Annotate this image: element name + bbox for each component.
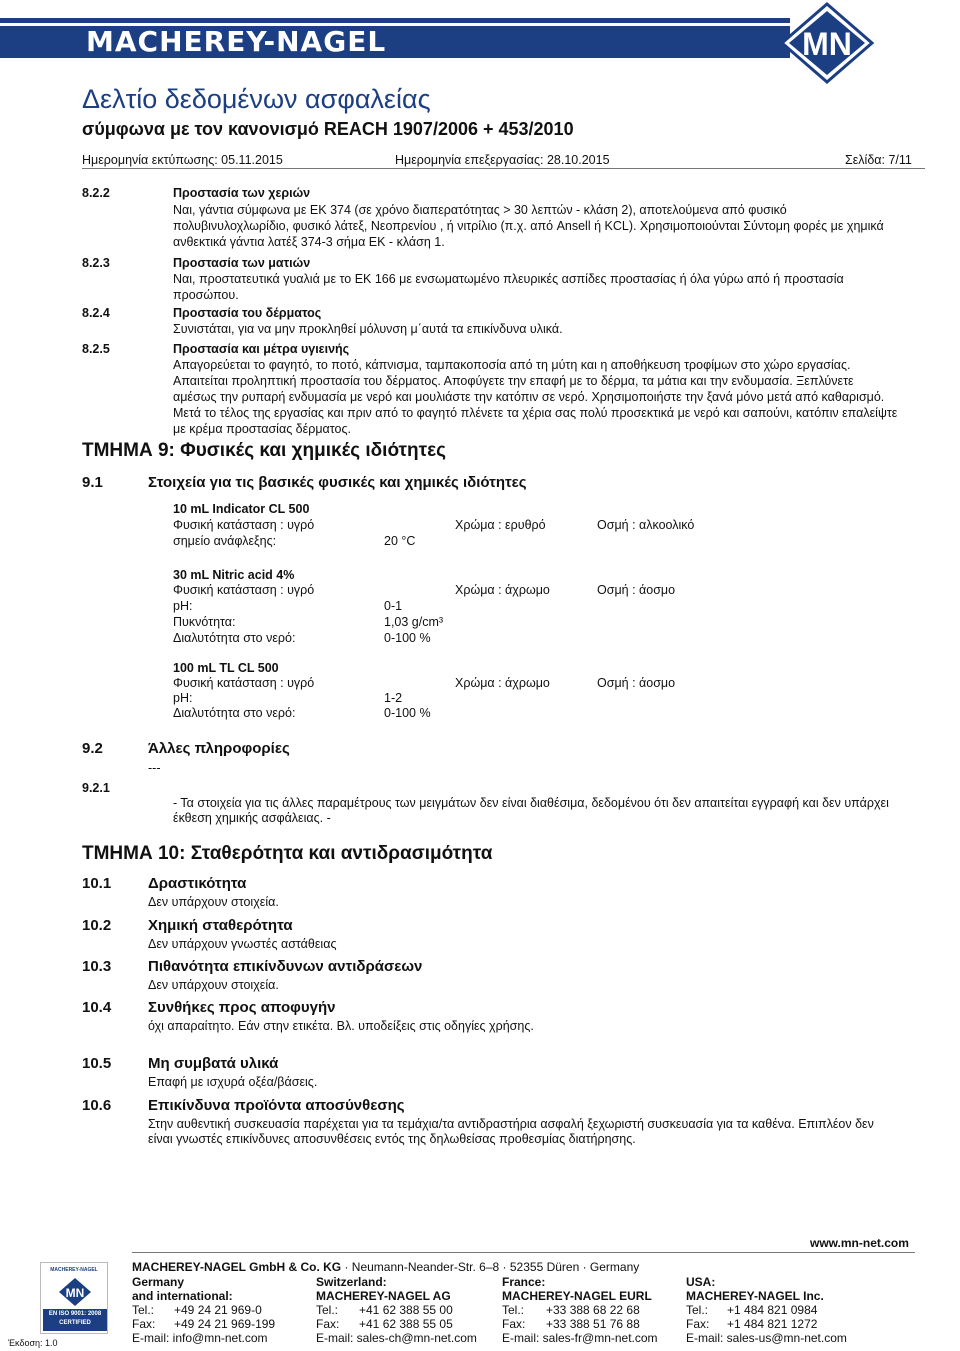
footer-tel: +1 484 821 0984	[727, 1303, 818, 1317]
iso-certificate-badge	[40, 1262, 108, 1334]
footer-fax: +41 62 388 55 05	[359, 1317, 453, 1331]
footer-tel: +49 24 21 969-0	[174, 1303, 262, 1317]
footer-tel-label: Tel.:	[686, 1303, 709, 1317]
section-number: 8.2.5	[82, 342, 110, 356]
subsection-number: 10.4	[82, 999, 112, 1016]
property-value: 1,03 g/cm³	[384, 615, 444, 629]
property-value: 0-1	[384, 599, 403, 613]
odor-value: Οσμή : άοσμο	[597, 583, 676, 597]
footer-tel-label: Tel.:	[502, 1303, 525, 1317]
company-line	[132, 1260, 639, 1274]
product-name: 100 mL TL CL 500	[173, 661, 279, 675]
paragraph-line: ανθεκτικά γάντια λατέξ 374-3 σήμα ΕΚ - κλάση 1.	[173, 235, 445, 249]
subsection-title: Άλλες πληροφορίες	[148, 740, 290, 757]
paragraph-line: έκθεση χημικής ασφάλειας. -	[173, 811, 331, 825]
property-label: σημείο ανάφλεξης:	[173, 534, 277, 548]
print-date: Ημερομηνία εκτύπωσης: 05.11.2015	[82, 153, 283, 167]
footer-fax-label: Fax:	[132, 1317, 156, 1331]
paragraph-line: Συνιστάται, για να μην προκληθεί μόλυνση μ΄αυτά τα επικίνδυνα υλικά.	[173, 322, 563, 336]
footer-email[interactable]: E-mail: sales-us@mn-net.com	[686, 1331, 847, 1345]
section-heading: Προστασία των ματιών	[173, 256, 311, 270]
mn-logo-small-icon	[58, 1277, 92, 1307]
paragraph-line: Απαιτείται προληπτική προστασία του δέρματος. Αποφύγετε την επαφή με το δέρμα, τα μάτια και την ενδυμασία. Ξεπλύνετε	[173, 374, 854, 388]
section-heading: Προστασία και μέτρα υγιεινής	[173, 342, 350, 356]
svg-text:MN: MN	[65, 1286, 85, 1300]
cert-standard: EN ISO 9001: 2008	[48, 1311, 102, 1317]
company-name: MACHEREY-NAGEL GmbH & Co. KG	[132, 1260, 342, 1274]
footer-col-heading: MACHEREY-NAGEL Inc.	[686, 1289, 824, 1303]
edit-date: Ημερομηνία επεξεργασίας: 28.10.2015	[395, 153, 610, 167]
section-number: 8.2.2	[82, 186, 110, 200]
footer-col-heading: and international:	[132, 1289, 233, 1303]
cert-status: CERTIFIED	[59, 1320, 91, 1326]
physical-state: Φυσική κατάσταση : υγρό	[173, 583, 315, 597]
subsection-number: 10.3	[82, 958, 112, 975]
page-number: Σελίδα: 7/11	[845, 153, 912, 167]
section-heading: Προστασία των χεριών	[173, 186, 311, 200]
footer-col-heading: MACHEREY-NAGEL EURL	[502, 1289, 652, 1303]
paragraph-line: αμέσως την ρυπαρή ενδυμασία με νερό και μουλιάστε την κατόπιν σε νερό. Χρησιμοποιήστε την ξανά μόνο μετά από καθαρισμό.	[173, 390, 885, 404]
paragraph-line: είναι γνωστές επικίνδυνες αποσυνθέσεις εντός της δηλωθείσας προθεσμίας διατήρησης.	[148, 1132, 636, 1146]
logo-text: MN	[802, 26, 852, 62]
header-divider	[82, 168, 925, 169]
footer-col-heading: Switzerland:	[316, 1275, 387, 1289]
footer-fax: +49 24 21 969-199	[174, 1317, 276, 1331]
footer-tel-label: Tel.:	[316, 1303, 339, 1317]
paragraph-line: πολυβινυλοχλωρίδιο, φυσικό λάτεξ, Νεοπρενίου , ή νιτρίλιο (π.χ. από Ansell ή KCL). Χρησιμοποιούνται Σύντομη φορές με χημικά	[173, 219, 884, 233]
paragraph-line: Ναι, γάντια σύμφωνα με ΕΚ 374 (σε χρόνο διαπερατότητας > 30 λεπτών - κλάση 2), αποτελούμενα από φυσικό	[173, 203, 787, 217]
product-name: 30 mL Nitric acid 4%	[173, 568, 295, 582]
paragraph-line: προσώπου.	[173, 288, 239, 302]
document-version: Έκδοση: 1.0	[8, 1338, 58, 1348]
footer-fax-label: Fax:	[316, 1317, 340, 1331]
footer-email[interactable]: E-mail: sales-fr@mn-net.com	[502, 1331, 658, 1345]
subsection-title: Επικίνδυνα προϊόντα αποσύνθεσης	[148, 1097, 405, 1114]
property-label: Πυκνότητα:	[173, 615, 236, 629]
property-value: 1-2	[384, 691, 403, 705]
footer-col-heading: Germany	[132, 1275, 185, 1289]
property-value: 20 °C	[384, 534, 416, 548]
subsection-title: Χημική σταθερότητα	[148, 917, 293, 934]
footer-email[interactable]: E-mail: info@mn-net.com	[132, 1331, 268, 1345]
subsection-title: Πιθανότητα επικίνδυνων αντιδράσεων	[148, 958, 423, 975]
footer-email[interactable]: E-mail: sales-ch@mn-net.com	[316, 1331, 477, 1345]
subsection-number: 10.5	[82, 1055, 112, 1072]
property-value: 0-100 %	[384, 706, 431, 720]
footer-url[interactable]: www.mn-net.com	[810, 1236, 909, 1250]
paragraph-line: - Τα στοιχεία για τις άλλες παραμέτρους των μειγμάτων δεν είναι διαθέσιμα, δεδομένου ότι δεν απαιτείται εγγραφή και δεν υπάρχει	[173, 796, 889, 810]
document-title: Δελτίο δεδομένων ασφαλείας	[82, 84, 431, 114]
section-number: 8.2.4	[82, 306, 110, 320]
subsection-number: 9.2	[82, 740, 103, 757]
color-value: Χρώμα : άχρωμο	[455, 583, 550, 597]
subsection-title: Συνθήκες προς αποφυγήν	[148, 999, 336, 1016]
subsection-number: 10.1	[82, 875, 112, 892]
footer-divider	[132, 1252, 915, 1253]
mn-logo-icon	[778, 2, 876, 84]
property-label: pH:	[173, 691, 193, 705]
section-heading: Προστασία του δέρματος	[173, 306, 322, 320]
section-9-title: ΤΜΗΜΑ 9: Φυσικές και χημικές ιδιότητες	[82, 440, 447, 461]
footer-fax-label: Fax:	[686, 1317, 710, 1331]
paragraph-line: Ναι, προστατευτικά γυαλιά με το ΕΚ 166 με ενσωματωμένο πλευρικές ασπίδες προστασίας ή όλα γύρω από ή προστασία	[173, 272, 844, 286]
footer-tel: +33 388 68 22 68	[546, 1303, 640, 1317]
footer-col-heading: MACHEREY-NAGEL AG	[316, 1289, 451, 1303]
paragraph-line: όχι απαραίτητο. Εάν στην ετικέτα. Βλ. υποδείξεις στις οδηγίες χρήσης.	[148, 1019, 534, 1033]
cert-brand: MACHEREY-NAGEL	[50, 1267, 98, 1273]
subsection-number: 9.1	[82, 474, 103, 491]
footer-fax-label: Fax:	[502, 1317, 526, 1331]
subsection-title: Στοιχεία για τις βασικές φυσικές και χημικές ιδιότητες	[148, 474, 527, 491]
subsection-number: 10.6	[82, 1097, 112, 1114]
footer-fax: +33 388 51 76 88	[546, 1317, 640, 1331]
paragraph-line: ---	[148, 761, 161, 775]
header-banner	[0, 0, 960, 88]
paragraph-line: Μετά το τέλος της εργασίας και πριν από το φαγητό πλένετε τα χέρια σας πολύ προσεκτικά με νερό και σαπούνι, κατόπιν επαλείψτε	[173, 406, 898, 420]
brand-name: MACHEREY-NAGEL	[86, 25, 387, 58]
paragraph-line: Επαφή με ισχυρά οξέα/βάσεις.	[148, 1075, 318, 1089]
property-value: 0-100 %	[384, 631, 431, 645]
subsection-number: 9.2.1	[82, 781, 110, 795]
footer-col-heading: France:	[502, 1275, 546, 1289]
property-label: Διαλυτότητα στο νερό:	[173, 706, 296, 720]
section-10-title: ΤΜΗΜΑ 10: Σταθερότητα και αντιδρασιμότητα	[82, 843, 493, 864]
property-label: pH:	[173, 599, 193, 613]
color-value: Χρώμα : ερυθρό	[455, 518, 546, 532]
paragraph-line: Στην αυθεντική συσκευασία παρέχεται για τα τεμάχια/τα αντιδραστήρια ασφαλή ξεχωριστή συσκευασία για τα καθένα. Επιπλέον δεν	[148, 1117, 874, 1131]
subsection-title: Δραστικότητα	[148, 875, 247, 892]
subsection-number: 10.2	[82, 917, 112, 934]
company-address: · Neumann-Neander-Str. 6–8 · 52355 Düren · Germany	[341, 1260, 640, 1274]
footer-tel-label: Tel.:	[132, 1303, 155, 1317]
footer-col-heading: USA:	[686, 1275, 716, 1289]
document-subtitle: σύμφωνα με τον κανονισμό REACH 1907/2006 + 453/2010	[82, 119, 574, 139]
paragraph-line: Δεν υπάρχουν στοιχεία.	[148, 895, 279, 909]
paragraph-line: Δεν υπάρχουν γνωστές αστάθειας	[148, 937, 337, 951]
section-number: 8.2.3	[82, 256, 110, 270]
product-name: 10 mL Indicator CL 500	[173, 502, 310, 516]
physical-state: Φυσική κατάσταση : υγρό	[173, 676, 315, 690]
odor-value: Οσμή : άοσμο	[597, 676, 676, 690]
paragraph-line: με κρέμα προστασίας δέρματος.	[173, 422, 351, 436]
footer-tel: +41 62 388 55 00	[359, 1303, 453, 1317]
paragraph-line: Δεν υπάρχουν στοιχεία.	[148, 978, 279, 992]
subsection-title: Μη συμβατά υλικά	[148, 1055, 279, 1072]
property-label: Διαλυτότητα στο νερό:	[173, 631, 296, 645]
odor-value: Οσμή : αλκοολικό	[597, 518, 695, 532]
footer-fax: +1 484 821 1272	[727, 1317, 818, 1331]
color-value: Χρώμα : άχρωμο	[455, 676, 550, 690]
physical-state: Φυσική κατάσταση : υγρό	[173, 518, 315, 532]
paragraph-line: Απαγορεύεται το φαγητό, το ποτό, κάπνισμα, ταμπακοποσία από τη μύτη και η αποθήκευση τροφίμων στο χώρο εργασίας.	[173, 358, 851, 372]
